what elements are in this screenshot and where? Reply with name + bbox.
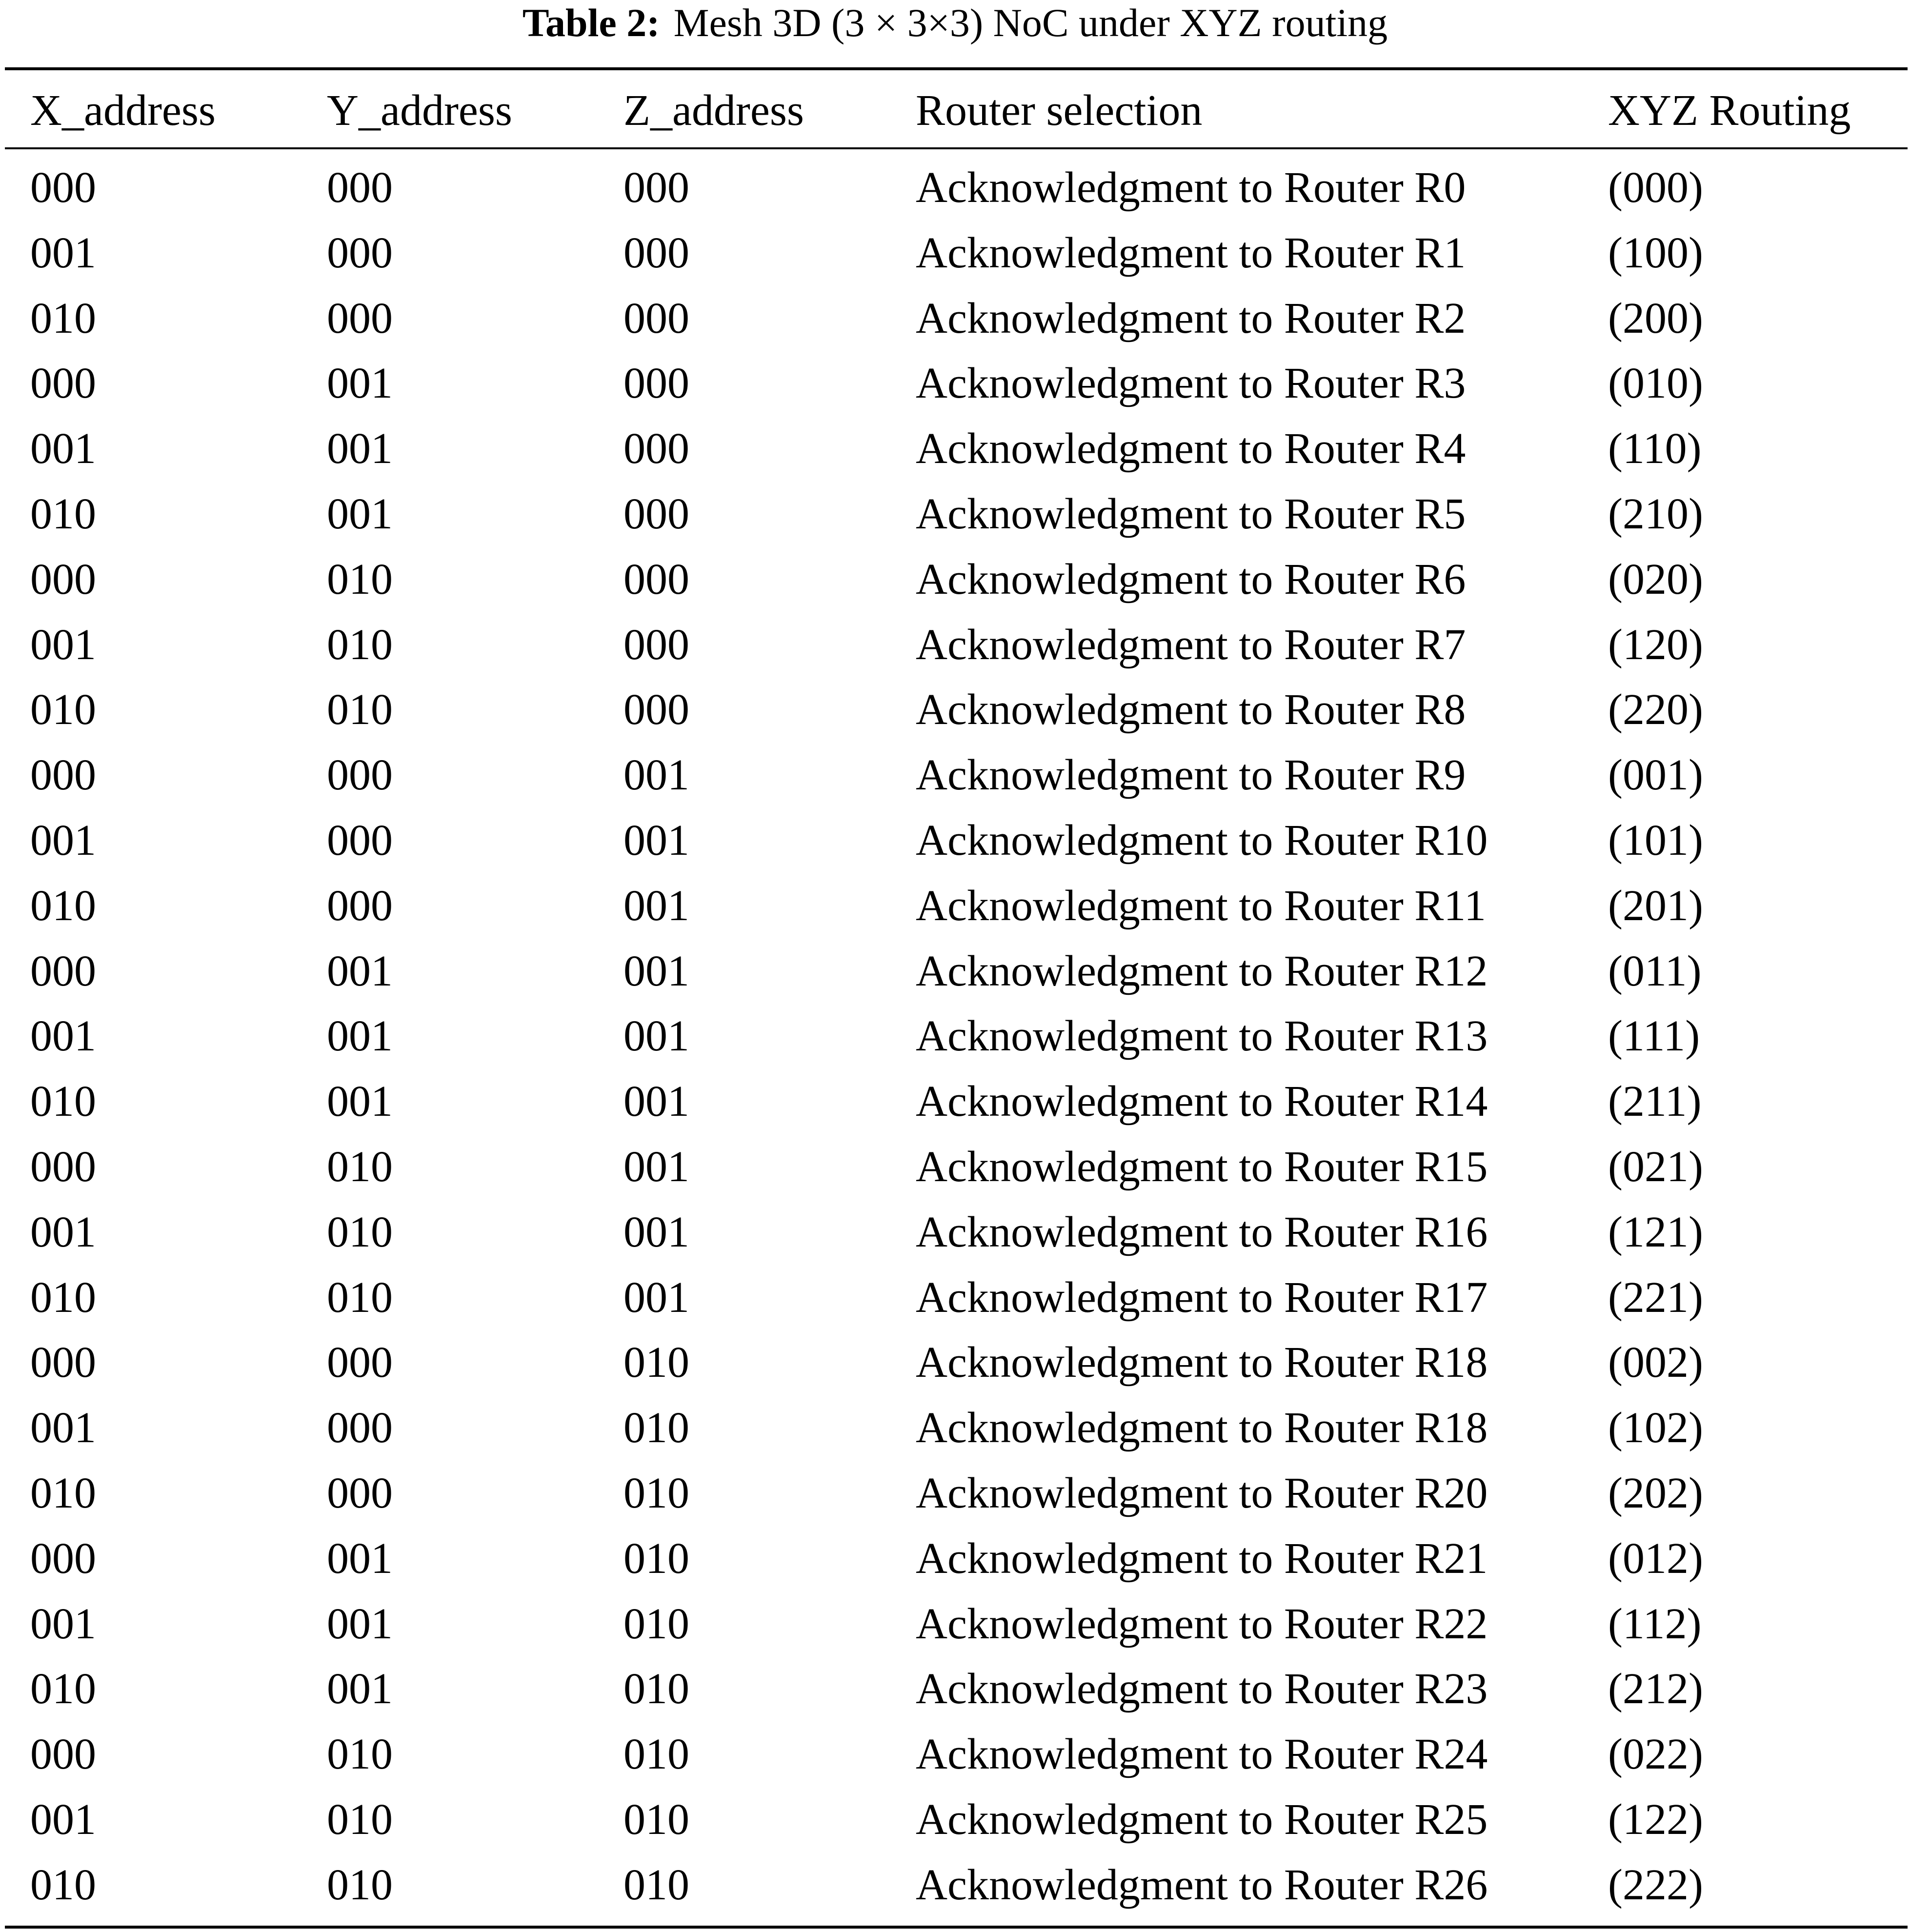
cell-router-selection: Acknowledgment to Router R8 xyxy=(916,685,1466,734)
cell-y-address: 001 xyxy=(327,1534,393,1583)
cell-xyz-routing: (022) xyxy=(1608,1730,1703,1779)
cell-x-address: 001 xyxy=(30,1012,96,1061)
cell-router-selection: Acknowledgment to Router R18 xyxy=(916,1338,1488,1387)
cell-router-selection: Acknowledgment to Router R26 xyxy=(916,1860,1488,1909)
cell-xyz-routing: (120) xyxy=(1608,620,1703,669)
cell-x-address: 010 xyxy=(30,685,96,734)
cell-y-address: 001 xyxy=(327,1012,393,1061)
cell-xyz-routing: (122) xyxy=(1608,1795,1703,1844)
table-row xyxy=(0,1597,1910,1663)
table-row xyxy=(0,1662,1910,1728)
cell-x-address: 001 xyxy=(30,620,96,669)
cell-xyz-routing: (100) xyxy=(1608,228,1703,277)
header-xyz-routing: XYZ Routing xyxy=(1608,86,1851,135)
cell-router-selection: Acknowledgment to Router R5 xyxy=(916,489,1466,538)
table-row xyxy=(0,422,1910,487)
cell-y-address: 001 xyxy=(327,424,393,473)
cell-router-selection: Acknowledgment to Router R3 xyxy=(916,359,1466,408)
cell-router-selection: Acknowledgment to Router R7 xyxy=(916,620,1466,669)
cell-x-address: 000 xyxy=(30,359,96,408)
cell-y-address: 010 xyxy=(327,685,393,734)
table-top-rule xyxy=(5,67,1908,70)
cell-y-address: 001 xyxy=(327,1077,393,1126)
cell-router-selection: Acknowledgment to Router R4 xyxy=(916,424,1466,473)
table-row xyxy=(0,879,1910,945)
cell-y-address: 010 xyxy=(327,555,393,604)
cell-xyz-routing: (211) xyxy=(1608,1077,1702,1126)
cell-xyz-routing: (102) xyxy=(1608,1404,1703,1452)
cell-xyz-routing: (200) xyxy=(1608,294,1703,342)
header-router-selection: Router selection xyxy=(916,86,1203,135)
cell-y-address: 001 xyxy=(327,359,393,408)
cell-x-address: 010 xyxy=(30,881,96,930)
cell-x-address: 000 xyxy=(30,1338,96,1387)
cell-z-address: 000 xyxy=(623,163,689,212)
cell-x-address: 001 xyxy=(30,1599,96,1648)
cell-router-selection: Acknowledgment to Router R1 xyxy=(916,228,1466,277)
table-row xyxy=(0,1467,1910,1532)
cell-router-selection: Acknowledgment to Router R10 xyxy=(916,816,1488,865)
table-row xyxy=(0,683,1910,748)
cell-z-address: 000 xyxy=(623,685,689,734)
cell-xyz-routing: (220) xyxy=(1608,685,1703,734)
cell-z-address: 000 xyxy=(623,620,689,669)
cell-xyz-routing: (201) xyxy=(1608,881,1703,930)
cell-y-address: 001 xyxy=(327,489,393,538)
cell-x-address: 010 xyxy=(30,1077,96,1126)
cell-xyz-routing: (121) xyxy=(1608,1208,1703,1256)
table-row xyxy=(0,1075,1910,1140)
cell-router-selection: Acknowledgment to Router R18 xyxy=(916,1404,1488,1452)
cell-z-address: 010 xyxy=(623,1665,689,1713)
table-row xyxy=(0,487,1910,553)
table-row xyxy=(0,292,1910,357)
cell-x-address: 001 xyxy=(30,424,96,473)
table-bottom-rule xyxy=(5,1926,1908,1929)
cell-y-address: 000 xyxy=(327,881,393,930)
cell-xyz-routing: (112) xyxy=(1608,1599,1702,1648)
cell-y-address: 000 xyxy=(327,294,393,342)
table-row xyxy=(0,1271,1910,1336)
cell-x-address: 001 xyxy=(30,228,96,277)
cell-z-address: 001 xyxy=(623,1077,689,1126)
cell-router-selection: Acknowledgment to Router R20 xyxy=(916,1469,1488,1517)
table-body xyxy=(0,161,1910,1924)
cell-y-address: 000 xyxy=(327,1469,393,1517)
cell-z-address: 001 xyxy=(623,1208,689,1256)
cell-router-selection: Acknowledgment to Router R12 xyxy=(916,946,1488,995)
cell-x-address: 001 xyxy=(30,1795,96,1844)
cell-x-address: 010 xyxy=(30,294,96,342)
cell-xyz-routing: (021) xyxy=(1608,1142,1703,1191)
cell-xyz-routing: (012) xyxy=(1608,1534,1703,1583)
table-row xyxy=(0,357,1910,422)
cell-xyz-routing: (020) xyxy=(1608,555,1703,604)
cell-z-address: 001 xyxy=(623,881,689,930)
cell-z-address: 010 xyxy=(623,1860,689,1909)
cell-z-address: 000 xyxy=(623,555,689,604)
table-row xyxy=(0,1858,1910,1924)
cell-z-address: 001 xyxy=(623,816,689,865)
cell-y-address: 001 xyxy=(327,946,393,995)
cell-router-selection: Acknowledgment to Router R23 xyxy=(916,1665,1488,1713)
cell-z-address: 000 xyxy=(623,489,689,538)
cell-router-selection: Acknowledgment to Router R14 xyxy=(916,1077,1488,1126)
cell-z-address: 010 xyxy=(623,1338,689,1387)
cell-x-address: 001 xyxy=(30,816,96,865)
cell-x-address: 000 xyxy=(30,555,96,604)
cell-z-address: 010 xyxy=(623,1795,689,1844)
cell-x-address: 001 xyxy=(30,1404,96,1452)
cell-x-address: 001 xyxy=(30,1208,96,1256)
header-y-address: Y_address xyxy=(327,86,512,135)
cell-x-address: 010 xyxy=(30,1860,96,1909)
cell-y-address: 000 xyxy=(327,816,393,865)
header-x-address: X_address xyxy=(30,86,216,135)
cell-z-address: 001 xyxy=(623,751,689,800)
cell-router-selection: Acknowledgment to Router R21 xyxy=(916,1534,1488,1583)
cell-y-address: 000 xyxy=(327,751,393,800)
cell-x-address: 000 xyxy=(30,751,96,800)
cell-router-selection: Acknowledgment to Router R9 xyxy=(916,751,1466,800)
table-row xyxy=(0,226,1910,292)
cell-y-address: 000 xyxy=(327,1338,393,1387)
cell-z-address: 000 xyxy=(623,359,689,408)
table-row xyxy=(0,1140,1910,1206)
table-row xyxy=(0,1728,1910,1793)
table-row xyxy=(0,1401,1910,1467)
cell-x-address: 000 xyxy=(30,1142,96,1191)
cell-xyz-routing: (202) xyxy=(1608,1469,1703,1517)
cell-x-address: 000 xyxy=(30,1730,96,1779)
cell-router-selection: Acknowledgment to Router R2 xyxy=(916,294,1466,342)
cell-router-selection: Acknowledgment to Router R22 xyxy=(916,1599,1488,1648)
cell-y-address: 001 xyxy=(327,1665,393,1713)
cell-router-selection: Acknowledgment to Router R0 xyxy=(916,163,1466,212)
cell-x-address: 000 xyxy=(30,1534,96,1583)
cell-xyz-routing: (101) xyxy=(1608,816,1703,865)
table-row xyxy=(0,1336,1910,1401)
cell-z-address: 010 xyxy=(623,1469,689,1517)
cell-router-selection: Acknowledgment to Router R16 xyxy=(916,1208,1488,1256)
cell-xyz-routing: (000) xyxy=(1608,163,1703,212)
cell-xyz-routing: (212) xyxy=(1608,1665,1703,1713)
table-row xyxy=(0,618,1910,684)
cell-y-address: 010 xyxy=(327,1730,393,1779)
table-row xyxy=(0,748,1910,814)
table-header-row xyxy=(0,84,1910,138)
cell-router-selection: Acknowledgment to Router R13 xyxy=(916,1012,1488,1061)
table-row xyxy=(0,553,1910,618)
cell-router-selection: Acknowledgment to Router R17 xyxy=(916,1273,1488,1322)
cell-z-address: 010 xyxy=(623,1730,689,1779)
cell-y-address: 010 xyxy=(327,1142,393,1191)
cell-router-selection: Acknowledgment to Router R6 xyxy=(916,555,1466,604)
table-caption xyxy=(0,0,1910,49)
cell-y-address: 010 xyxy=(327,1795,393,1844)
cell-x-address: 010 xyxy=(30,1665,96,1713)
cell-x-address: 000 xyxy=(30,163,96,212)
table-row xyxy=(0,1793,1910,1858)
table-row xyxy=(0,1532,1910,1597)
cell-z-address: 001 xyxy=(623,946,689,995)
cell-z-address: 010 xyxy=(623,1534,689,1583)
cell-z-address: 010 xyxy=(623,1404,689,1452)
cell-y-address: 000 xyxy=(327,163,393,212)
cell-z-address: 000 xyxy=(623,424,689,473)
cell-router-selection: Acknowledgment to Router R24 xyxy=(916,1730,1488,1779)
cell-y-address: 000 xyxy=(327,1404,393,1452)
table-header-rule xyxy=(5,147,1908,149)
cell-z-address: 010 xyxy=(623,1599,689,1648)
table-row xyxy=(0,1206,1910,1271)
table-row xyxy=(0,1009,1910,1075)
cell-y-address: 000 xyxy=(327,228,393,277)
cell-xyz-routing: (111) xyxy=(1608,1012,1700,1061)
cell-xyz-routing: (221) xyxy=(1608,1273,1703,1322)
cell-x-address: 010 xyxy=(30,489,96,538)
table-caption-text: Mesh 3D (3 × 3×3) NoC under XYZ routing xyxy=(673,0,1388,45)
table-row xyxy=(0,945,1910,1010)
cell-x-address: 010 xyxy=(30,1273,96,1322)
cell-router-selection: Acknowledgment to Router R11 xyxy=(916,881,1486,930)
cell-x-address: 000 xyxy=(30,946,96,995)
cell-y-address: 001 xyxy=(327,1599,393,1648)
cell-xyz-routing: (010) xyxy=(1608,359,1703,408)
cell-z-address: 001 xyxy=(623,1012,689,1061)
cell-router-selection: Acknowledgment to Router R15 xyxy=(916,1142,1488,1191)
cell-z-address: 001 xyxy=(623,1142,689,1191)
cell-z-address: 000 xyxy=(623,294,689,342)
cell-y-address: 010 xyxy=(327,1860,393,1909)
table-caption-label: Table 2: xyxy=(522,0,660,45)
cell-router-selection: Acknowledgment to Router R25 xyxy=(916,1795,1488,1844)
cell-z-address: 000 xyxy=(623,228,689,277)
header-z-address: Z_address xyxy=(623,86,804,135)
cell-xyz-routing: (002) xyxy=(1608,1338,1703,1387)
table-row xyxy=(0,814,1910,879)
cell-xyz-routing: (110) xyxy=(1608,424,1702,473)
cell-xyz-routing: (222) xyxy=(1608,1860,1703,1909)
cell-xyz-routing: (210) xyxy=(1608,489,1703,538)
cell-y-address: 010 xyxy=(327,1208,393,1256)
cell-y-address: 010 xyxy=(327,620,393,669)
table-row xyxy=(0,161,1910,226)
cell-x-address: 010 xyxy=(30,1469,96,1517)
cell-xyz-routing: (011) xyxy=(1608,946,1702,995)
cell-z-address: 001 xyxy=(623,1273,689,1322)
cell-xyz-routing: (001) xyxy=(1608,751,1703,800)
cell-y-address: 010 xyxy=(327,1273,393,1322)
